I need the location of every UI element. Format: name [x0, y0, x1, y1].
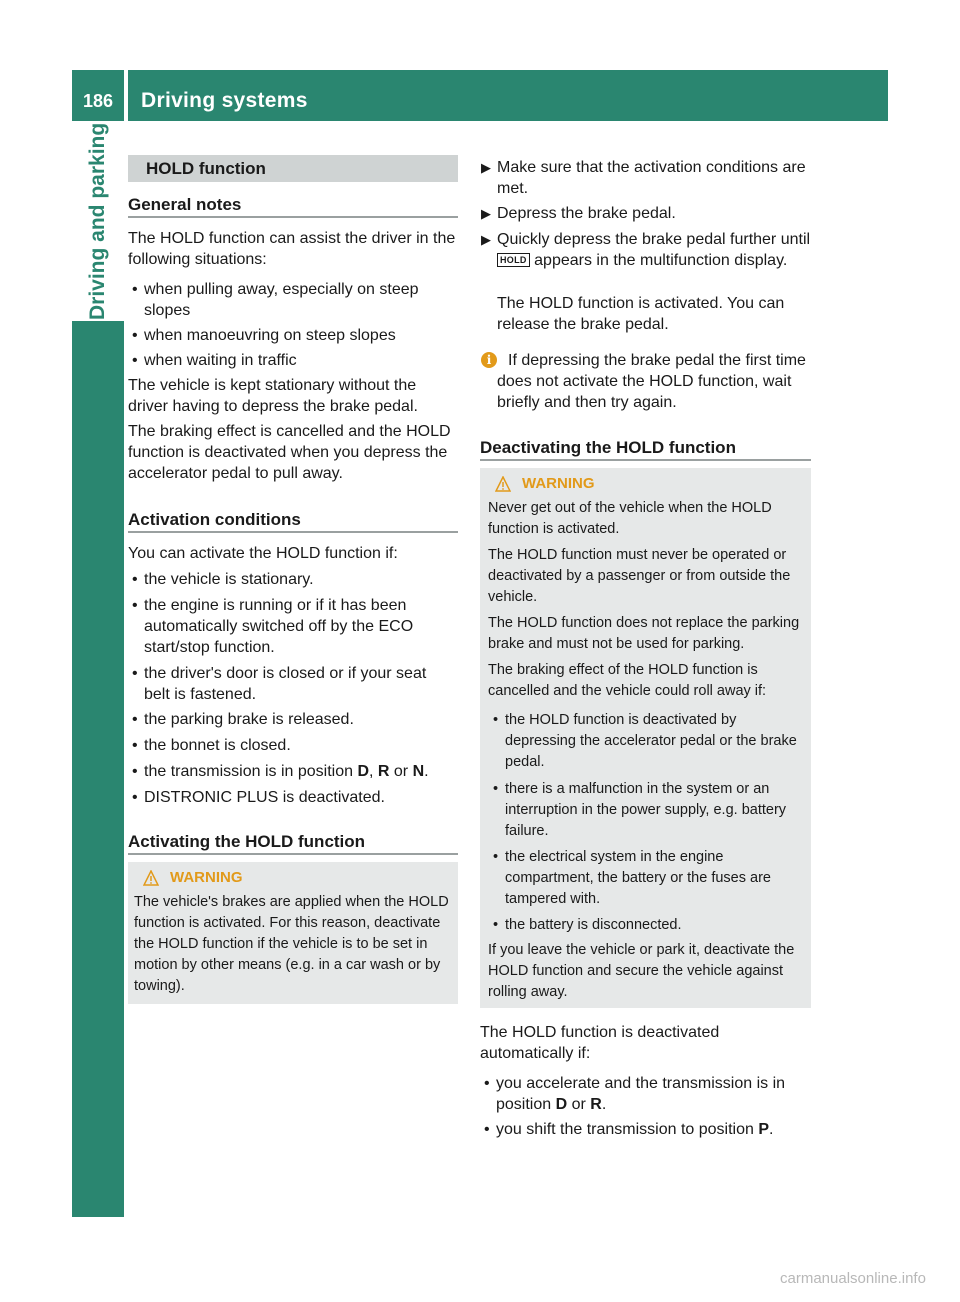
warning-triangle-icon	[495, 476, 511, 492]
text: you shift the transmission to position	[496, 1121, 759, 1138]
position-d: D	[555, 1096, 568, 1113]
text: appears in the multifunction display.	[529, 252, 788, 269]
hold-function-title: HOLD function	[146, 159, 266, 178]
text: you accelerate and the transmission is in position	[496, 1075, 786, 1113]
heading-rule	[128, 853, 458, 855]
header-separator	[124, 70, 128, 121]
list-item	[496, 1119, 806, 1140]
activating-heading: Activating the HOLD function	[128, 832, 366, 851]
list-item: • the vehicle is stationary.	[144, 569, 460, 590]
activation-conditions-heading: Activation conditions	[128, 510, 301, 529]
heading-rule	[128, 216, 458, 218]
list-item: • there is a malfunction in the system or an interruption in the power supply, e.g. battery failure.	[505, 779, 805, 842]
warning-triangle-icon	[143, 870, 159, 886]
step-arrow-icon: ▶	[481, 160, 491, 175]
warning-text: Never get out of the vehicle when the HOLD function is activated.	[488, 500, 772, 537]
text: Quickly depress the brake pedal further until	[497, 231, 811, 248]
list-item: • the battery is disconnected.	[505, 915, 805, 936]
warning-text: The HOLD function does not replace the parking brake and must not be used for parking.	[488, 615, 800, 652]
warning-text: The braking effect of the HOLD function is cancelled and the vehicle could roll away if:	[488, 662, 767, 699]
section-title: Driving systems	[141, 89, 308, 112]
position-p: P	[758, 1121, 770, 1138]
text: or	[389, 763, 413, 780]
position-n: N	[412, 763, 425, 780]
position-d: D	[357, 763, 369, 780]
warning-text: If you leave the vehicle or park it, deactivate the HOLD function and secure the vehicle against rolling away.	[488, 942, 795, 1000]
position-r: R	[377, 763, 390, 780]
list-item: • when manoeuvring on steep slopes	[144, 325, 444, 346]
warning-title: WARNING	[522, 475, 595, 492]
heading-rule	[480, 459, 811, 461]
page-number: 186	[82, 91, 114, 111]
general-notes-heading: General notes	[128, 195, 242, 214]
step: Make sure that the activation conditions are met.	[497, 159, 806, 197]
warning-text: The vehicle's brakes are applied when the HOLD function is activated. For this reason, deactivate the HOLD function if the vehicle is to be set in motion by other means (e.g. in a car wash or by towing).	[134, 894, 449, 994]
watermark: carmanualsonline.info	[780, 1270, 926, 1287]
text: .	[424, 763, 429, 780]
side-tab-label: Driving and parking	[86, 122, 109, 320]
position-r: R	[590, 1096, 602, 1113]
warning-text: The HOLD function must never be operated or deactivated by a passenger or from outside the vehicle.	[488, 547, 791, 605]
list-item: • the driver's door is closed or if your seat belt is fastened.	[144, 663, 454, 705]
list-item	[496, 1073, 806, 1115]
list-item: • the electrical system in the engine compartment, the battery or the fuses are tampered with.	[505, 847, 807, 910]
step-arrow-icon: ▶	[481, 206, 491, 221]
step-result: The HOLD function is activated. You can release the brake pedal.	[497, 295, 785, 333]
general-notes-para2: The braking effect is cancelled and the HOLD function is deactivated when you depress the accelerator pedal to pull away.	[128, 423, 451, 482]
text: the transmission is in position	[144, 763, 358, 780]
list-item-transmission	[144, 761, 460, 782]
text: ,	[369, 763, 378, 780]
warning-title: WARNING	[170, 869, 243, 886]
step: Depress the brake pedal.	[497, 205, 676, 222]
general-notes-intro: The HOLD function can assist the driver in the following situations:	[128, 230, 456, 268]
side-tab-marker	[72, 1165, 124, 1217]
info-text: If depressing the brake pedal the first time does not activate the HOLD function, wait briefly and then try again.	[497, 352, 806, 411]
list-item: • when pulling away, especially on steep slopes	[144, 279, 444, 321]
list-item: • the HOLD function is deactivated by depressing the accelerator pedal or the brake pedal.	[505, 710, 805, 773]
hold-symbol-icon: HOLD	[497, 253, 530, 267]
text: .	[601, 1096, 607, 1113]
general-notes-para1: The vehicle is kept stationary without the driver having to depress the brake pedal.	[128, 377, 418, 415]
auto-deactivate-intro: The HOLD function is deactivated automatically if:	[480, 1024, 720, 1062]
list-item: • when waiting in traffic	[144, 350, 444, 371]
heading-rule	[128, 531, 458, 533]
text: .	[769, 1121, 774, 1138]
text: or	[567, 1096, 591, 1113]
list-item: • the parking brake is released.	[144, 709, 454, 730]
list-item: • the bonnet is closed.	[144, 735, 454, 756]
list-item: • the engine is running or if it has been automatically switched off by the ECO start/stop function.	[144, 595, 462, 658]
deactivating-heading: Deactivating the HOLD function	[480, 438, 736, 457]
info-icon: i	[481, 352, 497, 368]
step-arrow-icon: ▶	[481, 232, 491, 247]
list-item: • DISTRONIC PLUS is deactivated.	[144, 787, 454, 808]
step	[497, 229, 815, 271]
activation-intro: You can activate the HOLD function if:	[128, 545, 398, 562]
